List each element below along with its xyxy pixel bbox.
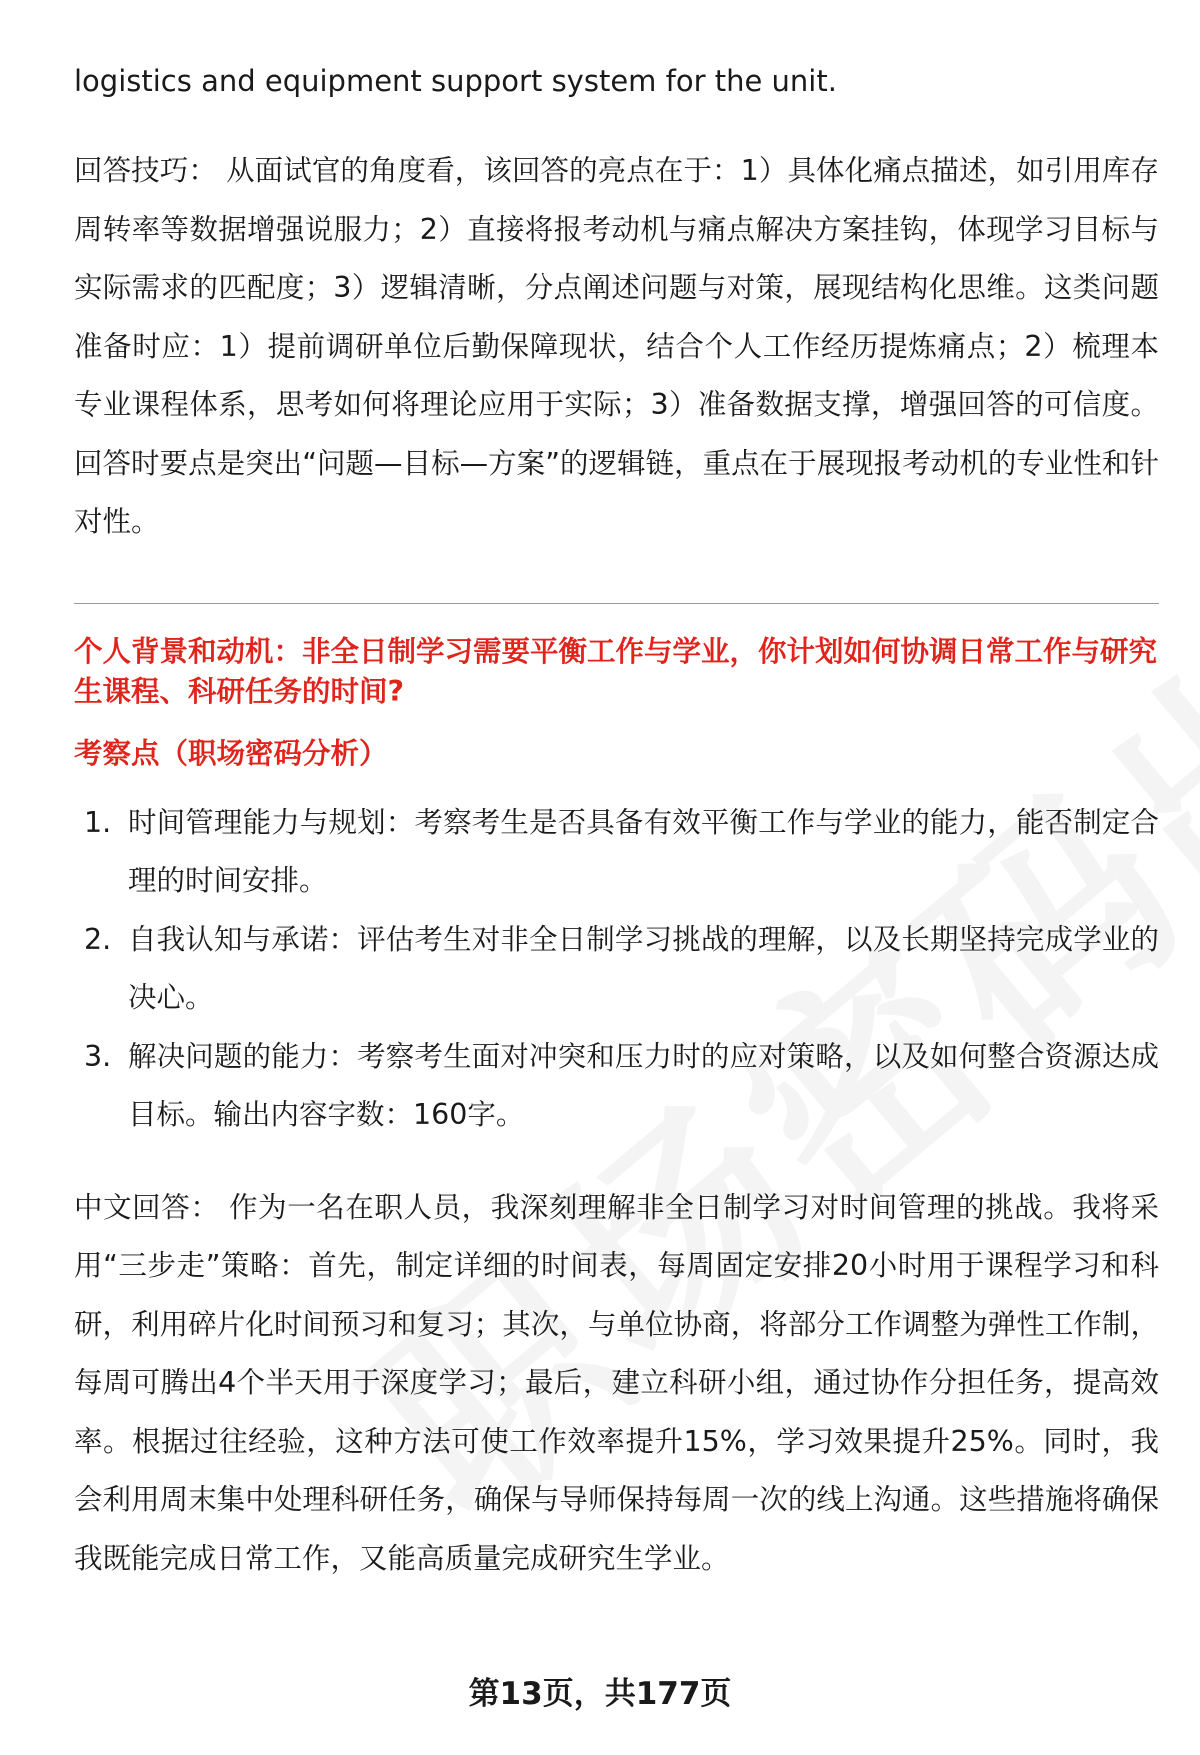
list-item-number: 2. [84,922,112,956]
continued-english-line: logistics and equipment support system for the unit. [74,64,837,98]
chinese-answer-paragraph: 中文回答： 作为一名在职人员，我深刻理解非全日制学习对时间管理的挑战。我将采用“三步走”策略：首先，制定详细的时间表，每周固定安排20小时用于课程学习和科研，利用碎片化时间预习和复习；其次，与单位协商，将部分工作调整为弹性工作制，每周可腾出4个半天用于深度学习；最后，建立科研小组，通过协作分担任务，提高效率。根据过往经验，这种方法可使工作效率提升15%，学习效果提升25%。同时，我会利用周末集中处理科研任务，确保与导师保持每周一次的线上沟通。这些措施将确保我既能完成日常工作，又能高质量完成研究生学业。 [74,1190,1159,1575]
list-item-number: 1. [84,805,112,839]
list-item-text: 解决问题的能力：考察考生面对冲突和压力时的应对策略，以及如何整合资源达成目标。输出内容字数：160字。 [128,1039,1159,1131]
list-item-number: 3. [84,1039,112,1073]
assessment-heading: 考察点（职场密码分析） [74,736,388,770]
list-item [74,1028,1159,1145]
page-content [74,52,1159,1588]
list-item [74,911,1159,1028]
section-divider [74,603,1159,604]
question-heading: 个人背景和动机：非全日制学习需要平衡工作与学业，你计划如何协调日常工作与研究生课程、科研任务的时间? [74,634,1158,708]
answer-tips-paragraph: 回答技巧： 从面试官的角度看，该回答的亮点在于：1）具体化痛点描述，如引用库存周转率等数据增强说服力；2）直接将报考动机与痛点解决方案挂钩，体现学习目标与实际需求的匹配度；3）逻辑清晰，分点阐述问题与对策，展现结构化思维。这类问题准备时应：1）提前调研单位后勤保障现状，结合个人工作经历提炼痛点；2）梳理本专业课程体系，思考如何将理论应用于实际；3）准备数据支撑，增强回答的可信度。回答时要点是突出“问题—目标—方案”的逻辑链，重点在于展现报考动机的专业性和针对性。 [74,154,1159,538]
list-item [74,794,1159,911]
list-item-text: 自我认知与承诺：评估考生对非全日制学习挑战的理解，以及长期坚持完成学业的决心。 [128,922,1159,1014]
assessment-points-list [74,794,1159,1145]
page-number-footer: 第13页，共177页 [468,1676,732,1712]
list-item-text: 时间管理能力与规划：考察考生是否具备有效平衡工作与学业的能力，能否制定合理的时间安排。 [128,805,1159,897]
